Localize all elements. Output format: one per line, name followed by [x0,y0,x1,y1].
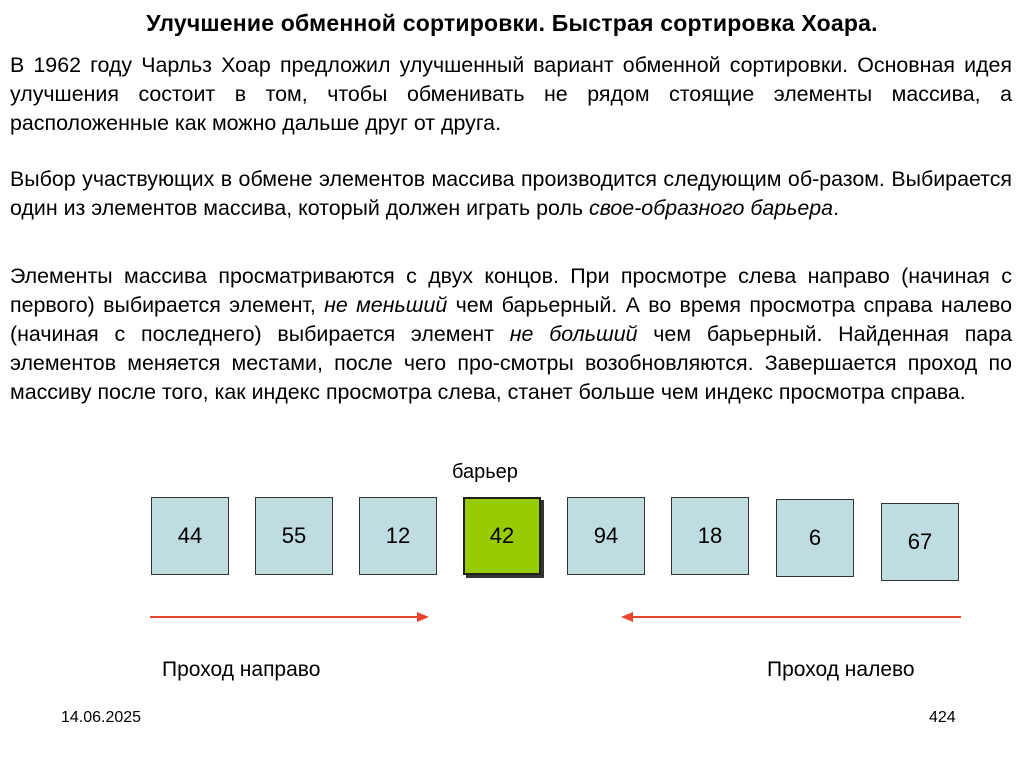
arrow-left-icon [615,607,967,627]
paragraph-scanning-emphasis-2: не больший [509,322,638,346]
array-cell: 94 [567,497,645,575]
arrow-right-icon [145,607,435,627]
paragraph-scanning-text-3: чем барьерный. Найденная пара элементов меняется местами, после чего про-смотры возобновляются. Завершается проход по массиву после того, как индекс просмотра слева, станет больше чем индекс просмотра справа. [10,322,1012,404]
barrier-label: барьер [452,461,518,483]
paragraph-selection-end: . [833,196,840,220]
array-cell: 18 [671,497,749,575]
paragraph-intro: В 1962 году Чарльз Хоар предложил улучшенный вариант обменной сортировки. Основная идея улучшения состоит в том, чтобы обменивать не рядом стоящие элементы массива, а расположенные как можно дальше друг от друга. [10,53,1012,135]
array-cell: 55 [255,497,333,575]
pass-left-label: Проход налево [767,658,915,681]
footer-page-number: 424 [929,709,956,726]
slide-title: Улучшение обменной сортировки. Быстрая сортировка Хоара. [146,10,878,36]
paragraph-selection-emphasis: свое-образного барьера [589,196,834,220]
array-cell: 12 [359,497,437,575]
array-cell-pivot: 42 [463,497,541,575]
paragraph-selection [10,165,1012,223]
paragraph-scanning-text-1: Элементы массива просматриваются с двух концов. При просмотре слева направо (начиная с первого) выбирается элемент, [10,264,1012,317]
array-cell: 6 [776,499,854,577]
paragraph-scanning-text-2: чем барьерный. А во время просмотра справа налево (начиная с последнего) выбирается элемент [10,293,1012,346]
pass-right-label: Проход направо [162,658,321,681]
paragraph-scanning-emphasis-1: не меньший [324,293,448,317]
array-cell: 67 [881,503,959,581]
array-cell: 44 [151,497,229,575]
footer-date: 14.06.2025 [61,709,142,726]
paragraph-selection-text: Выбор участвующих в обмене элементов массива производится следующим об-разом. Выбирается один из элементов массива, который должен играть роль [10,167,1012,220]
paragraph-scanning [10,262,1012,407]
